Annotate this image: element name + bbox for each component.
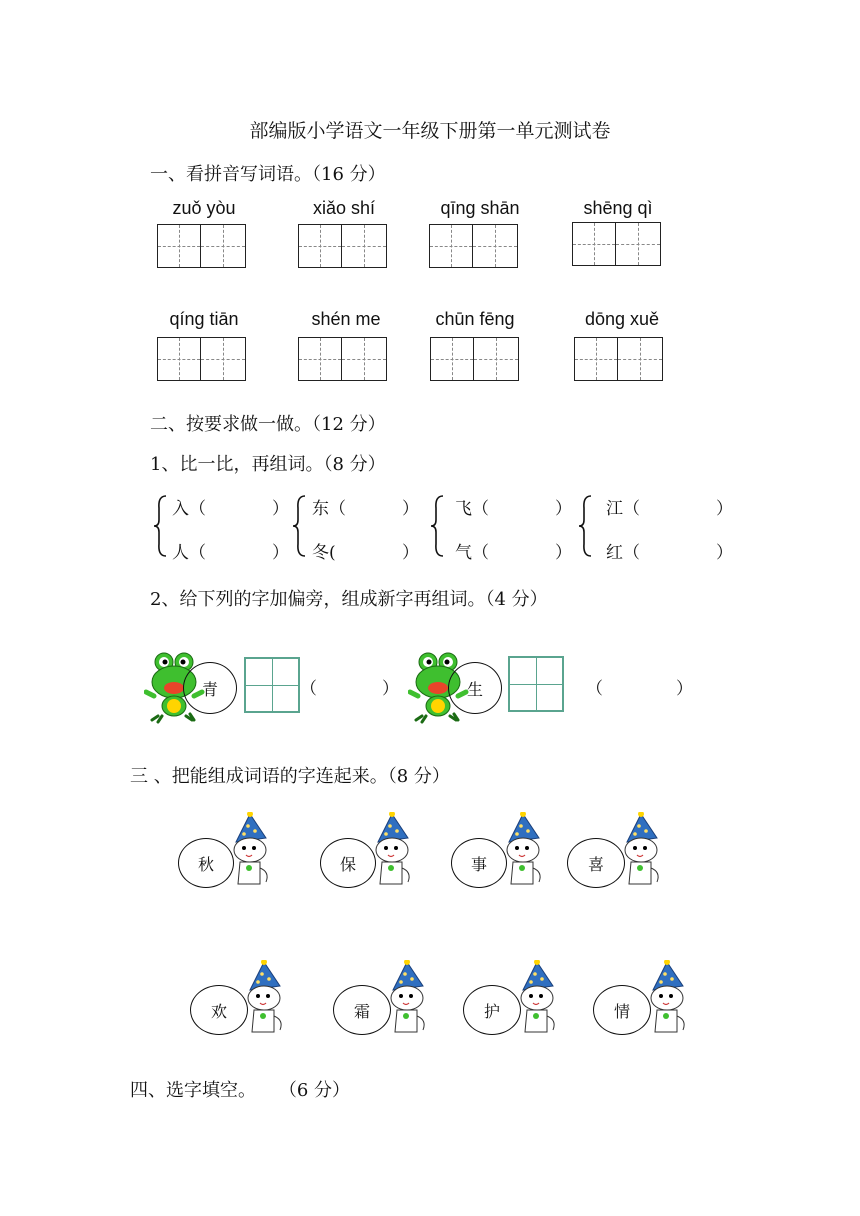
tianzige-box-4[interactable] [572,222,661,266]
close-paren: ） [272,499,289,519]
close-paren: ） [555,543,572,563]
close-paren: ） [402,543,419,563]
brace-2 [292,494,306,558]
section2-heading: 二、按要求做一做。（12 分） [150,414,386,435]
teal-tianzige-box-2[interactable] [508,656,564,712]
pinyin-8: dōng xuě [584,309,660,329]
teal-tianzige-box-1[interactable] [244,657,300,713]
pinyin-1: zuǒ yòu [172,198,236,218]
compare-bottom-3: 气（ [455,543,489,563]
char-circle[interactable]: 欢 [190,985,248,1035]
compare-top-3: 飞（ [455,499,489,519]
close-paren: ） [555,499,572,519]
pinyin-6: shén me [311,309,381,329]
radical-char-circle [183,662,237,714]
tianzige-box-2[interactable] [298,224,387,268]
compare-top-2: 东（ [312,499,346,519]
section4-heading: 四、选字填空。 （6 分） [130,1080,351,1101]
cat-icon [244,960,292,1036]
char-circle[interactable]: 事 [451,838,507,888]
close-paren: ） [272,543,289,563]
open-paren: （ [586,679,603,699]
tianzige-box-1[interactable] [157,224,246,268]
radical-char-circle [448,662,502,714]
cat-icon [387,960,435,1036]
close-paren: ） [402,499,419,519]
compare-bottom-2: 冬( [312,543,336,563]
radical-char: 生 [466,679,483,699]
section1-heading: 一、看拼音写词语。（16 分） [150,164,386,185]
compare-bottom-4: 红（ [606,543,640,563]
compare-top-4: 江（ [606,499,640,519]
char-circle[interactable]: 秋 [178,838,234,888]
page-title: 部编版小学语文一年级下册第一单元测试卷 [249,120,611,142]
char-circle[interactable]: 霜 [333,985,391,1035]
section2-q1-heading: 1、比一比，再组词。（8 分） [150,454,386,475]
tianzige-box-8[interactable] [574,337,663,381]
tianzige-box-7[interactable] [430,337,519,381]
cat-icon [503,812,551,888]
pinyin-3: qīng shān [440,198,520,218]
close-paren: ） [382,679,399,699]
section2-q2-heading: 2、给下列的字加偏旁，组成新字再组词。（4 分） [150,589,548,610]
section3-heading: 三 、把能组成词语的字连起来。（8 分） [130,766,450,787]
close-paren: ） [716,499,733,519]
compare-bottom-1: 人（ [172,543,206,563]
pinyin-4: shēng qì [583,198,653,218]
char-circle[interactable]: 护 [463,985,521,1035]
brace-3 [430,494,444,558]
compare-top-1: 入（ [172,499,206,519]
char-circle[interactable]: 保 [320,838,376,888]
tianzige-box-5[interactable] [157,337,246,381]
char-circle[interactable]: 喜 [567,838,625,888]
brace-4 [578,494,592,558]
cat-icon [230,812,278,888]
tianzige-box-3[interactable] [429,224,518,268]
brace-1 [153,494,167,558]
pinyin-5: qíng tiān [169,309,239,329]
close-paren: ） [716,543,733,563]
pinyin-7: chūn fēng [435,309,515,329]
pinyin-2: xiǎo shí [312,198,376,218]
cat-icon [517,960,565,1036]
char-circle[interactable]: 情 [593,985,651,1035]
cat-icon [372,812,420,888]
tianzige-box-6[interactable] [298,337,387,381]
close-paren: ） [676,679,693,699]
radical-char: 青 [201,679,218,699]
cat-icon [621,812,669,888]
open-paren: （ [300,679,317,699]
cat-icon [647,960,695,1036]
